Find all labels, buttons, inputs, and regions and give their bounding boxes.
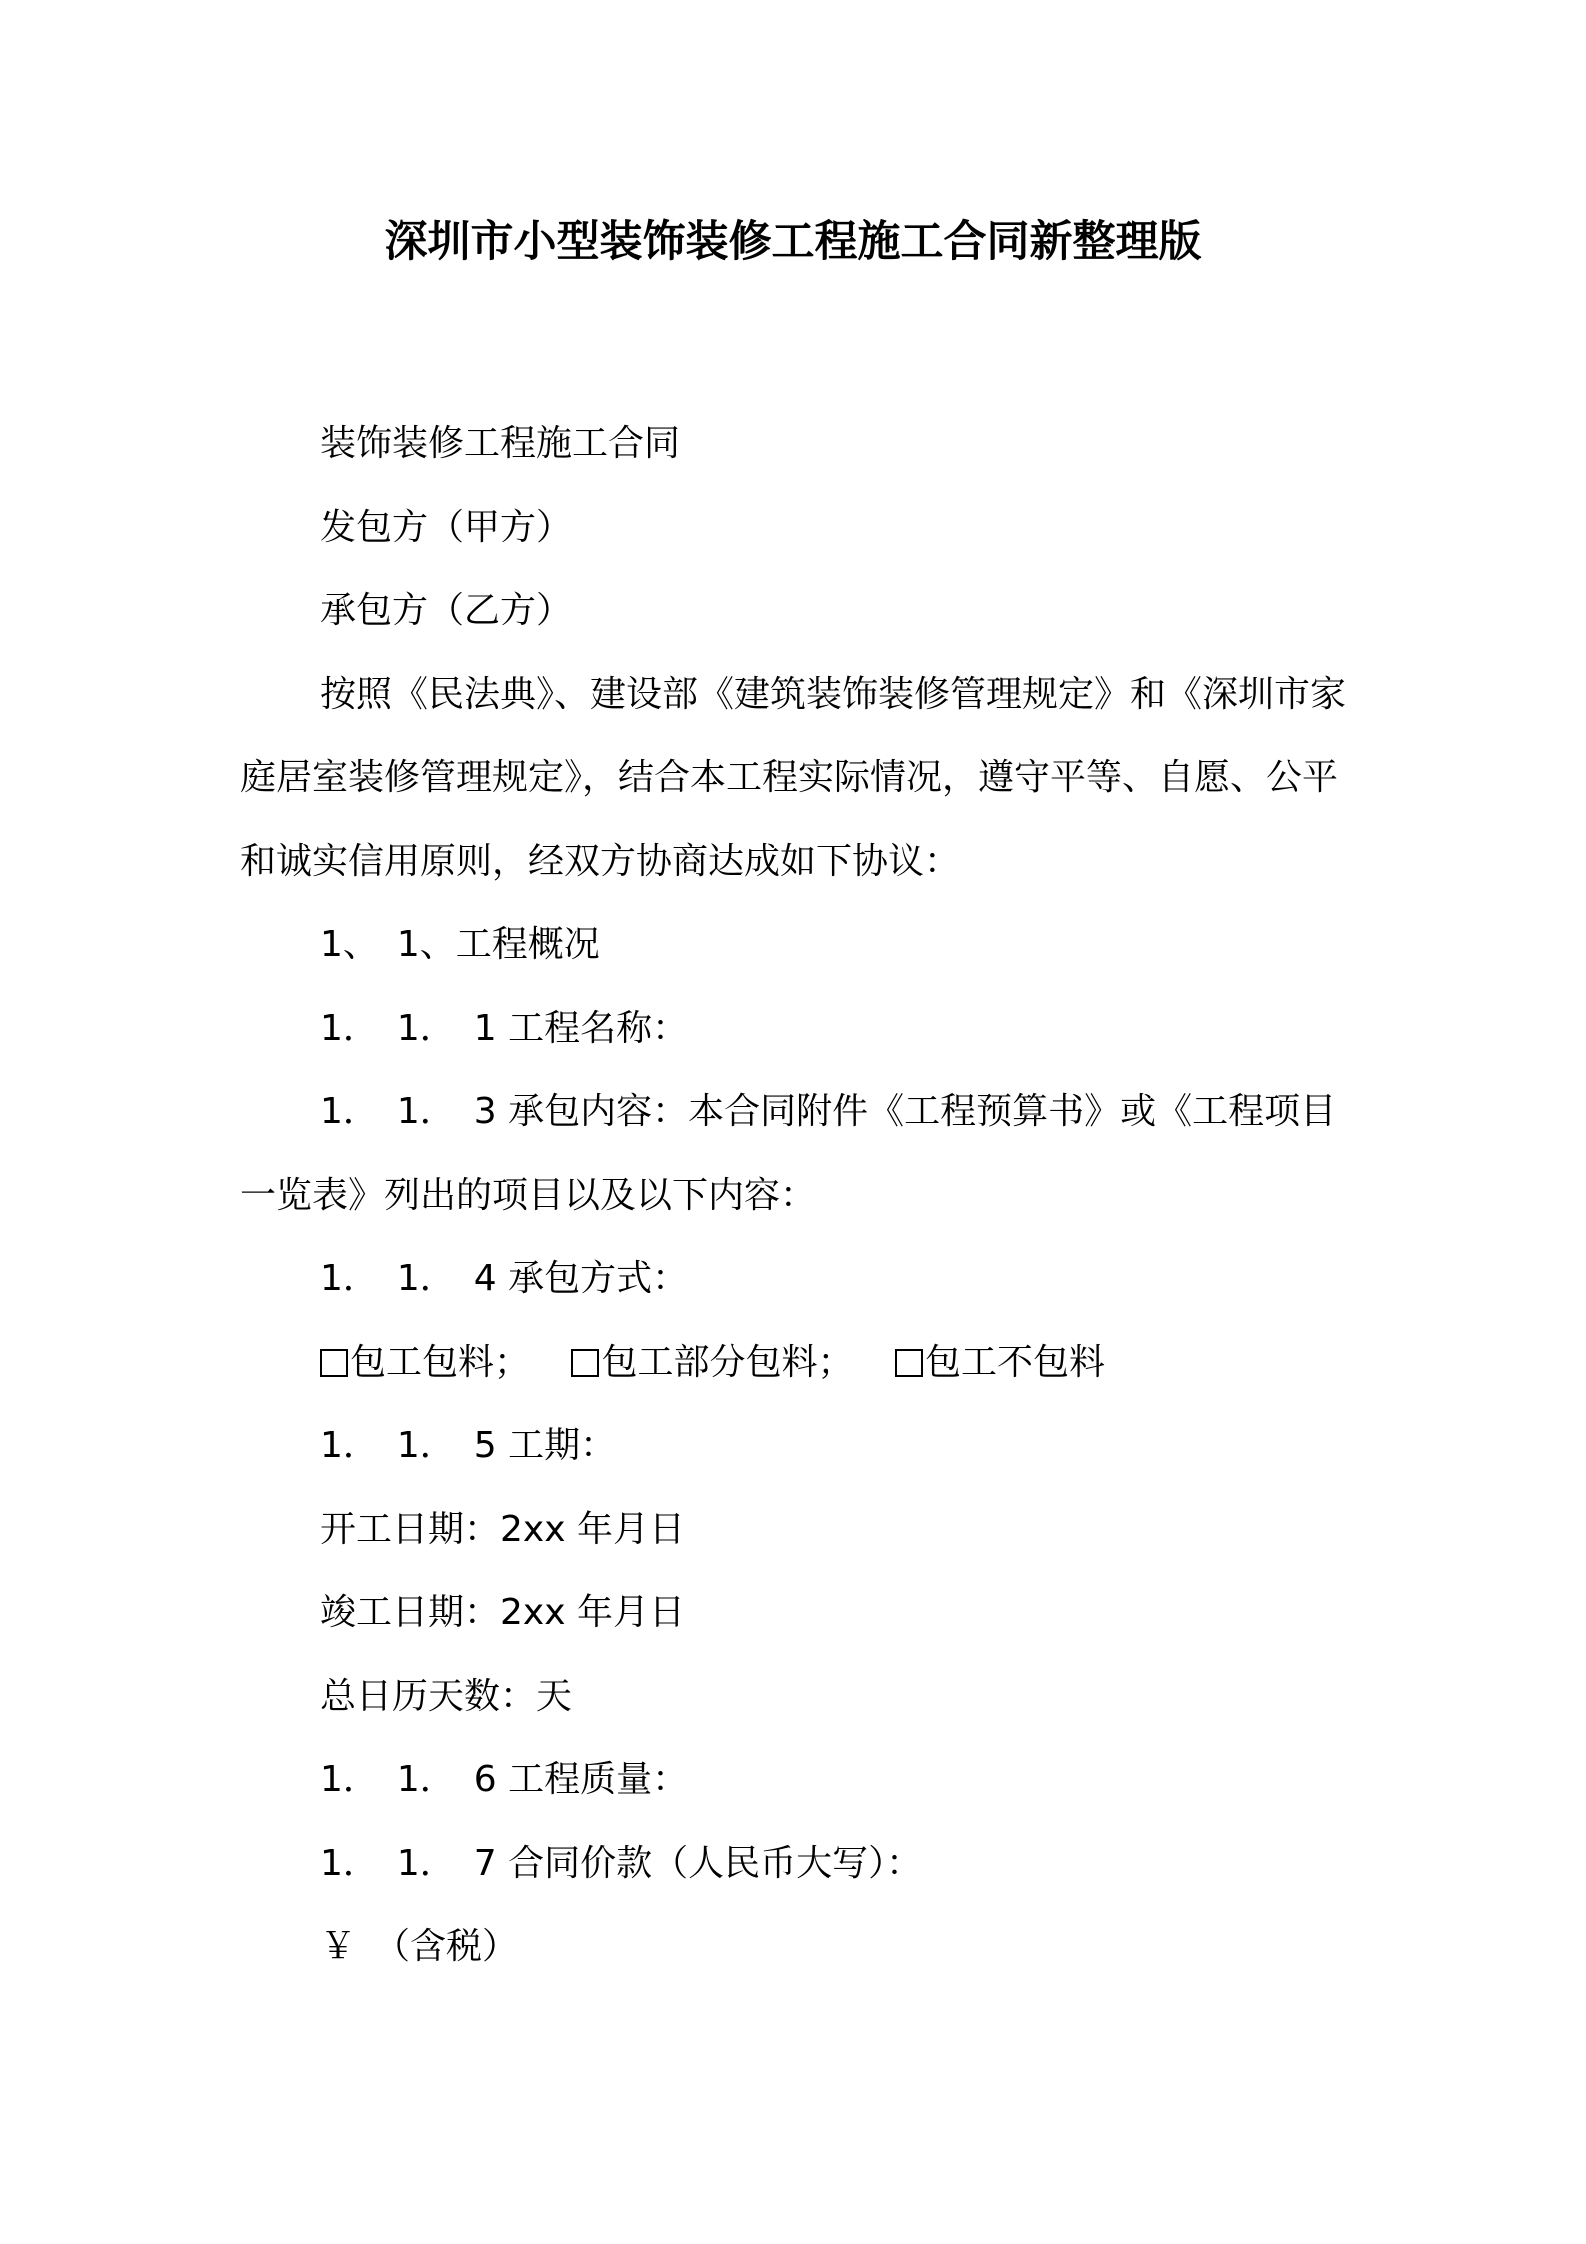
option-label: 包工包料； [350, 1341, 531, 1383]
option-label: 包工部分包料； [601, 1341, 854, 1383]
price-with-tax: ￥ （含税） [320, 1926, 519, 1967]
clause-project-name: 1． 1． 1 工程名称： [320, 1007, 689, 1049]
document-title: 深圳市小型装饰装修工程施工合同新整理版 [384, 217, 1202, 267]
clause-duration: 1． 1． 5 工期： [320, 1425, 617, 1466]
checkbox-icon[interactable] [320, 1349, 348, 1377]
section-project-overview: 1、 1、工程概况 [320, 924, 600, 965]
document-body [240, 402, 1360, 1989]
paragraph-party-b: 承包方（乙方） [320, 590, 573, 631]
start-date: 开工日期：2xx 年月日 [320, 1508, 685, 1550]
paragraph-preamble: 按照《民法典》、建设部《建筑装饰装修管理规定》和《深圳市家庭居室装修管理规定》，结合本工程实际情况，遵守平等、自愿、公平和诚实信用原则，经双方协商达成如下协议： [240, 673, 1347, 882]
option-labor-only[interactable] [895, 1321, 1105, 1405]
contract-method-options [240, 1321, 1360, 1405]
paragraph-contract-name: 装饰装修工程施工合同 [320, 423, 681, 464]
clause-contract-price: 1． 1． 7 合同价款（人民币大写）： [320, 1842, 923, 1884]
clause-contract-content: 1． 1． 3 承包内容：本合同附件《工程预算书》或《工程项目一览表》列出的项目以及以下内容： [240, 1091, 1337, 1216]
option-labor-partial-materials[interactable] [571, 1321, 853, 1405]
clause-project-quality: 1． 1． 6 工程质量： [320, 1759, 689, 1800]
option-labor-and-materials[interactable] [320, 1321, 530, 1405]
total-calendar-days: 总日历天数：天 [320, 1675, 573, 1717]
paragraph-party-a: 发包方（甲方） [320, 506, 573, 548]
checkbox-icon[interactable] [571, 1349, 599, 1377]
option-label: 包工不包料 [924, 1341, 1105, 1383]
clause-contract-method: 1． 1． 4 承包方式： [320, 1258, 689, 1299]
checkbox-icon[interactable] [895, 1349, 923, 1377]
completion-date: 竣工日期：2xx 年月日 [320, 1592, 685, 1633]
